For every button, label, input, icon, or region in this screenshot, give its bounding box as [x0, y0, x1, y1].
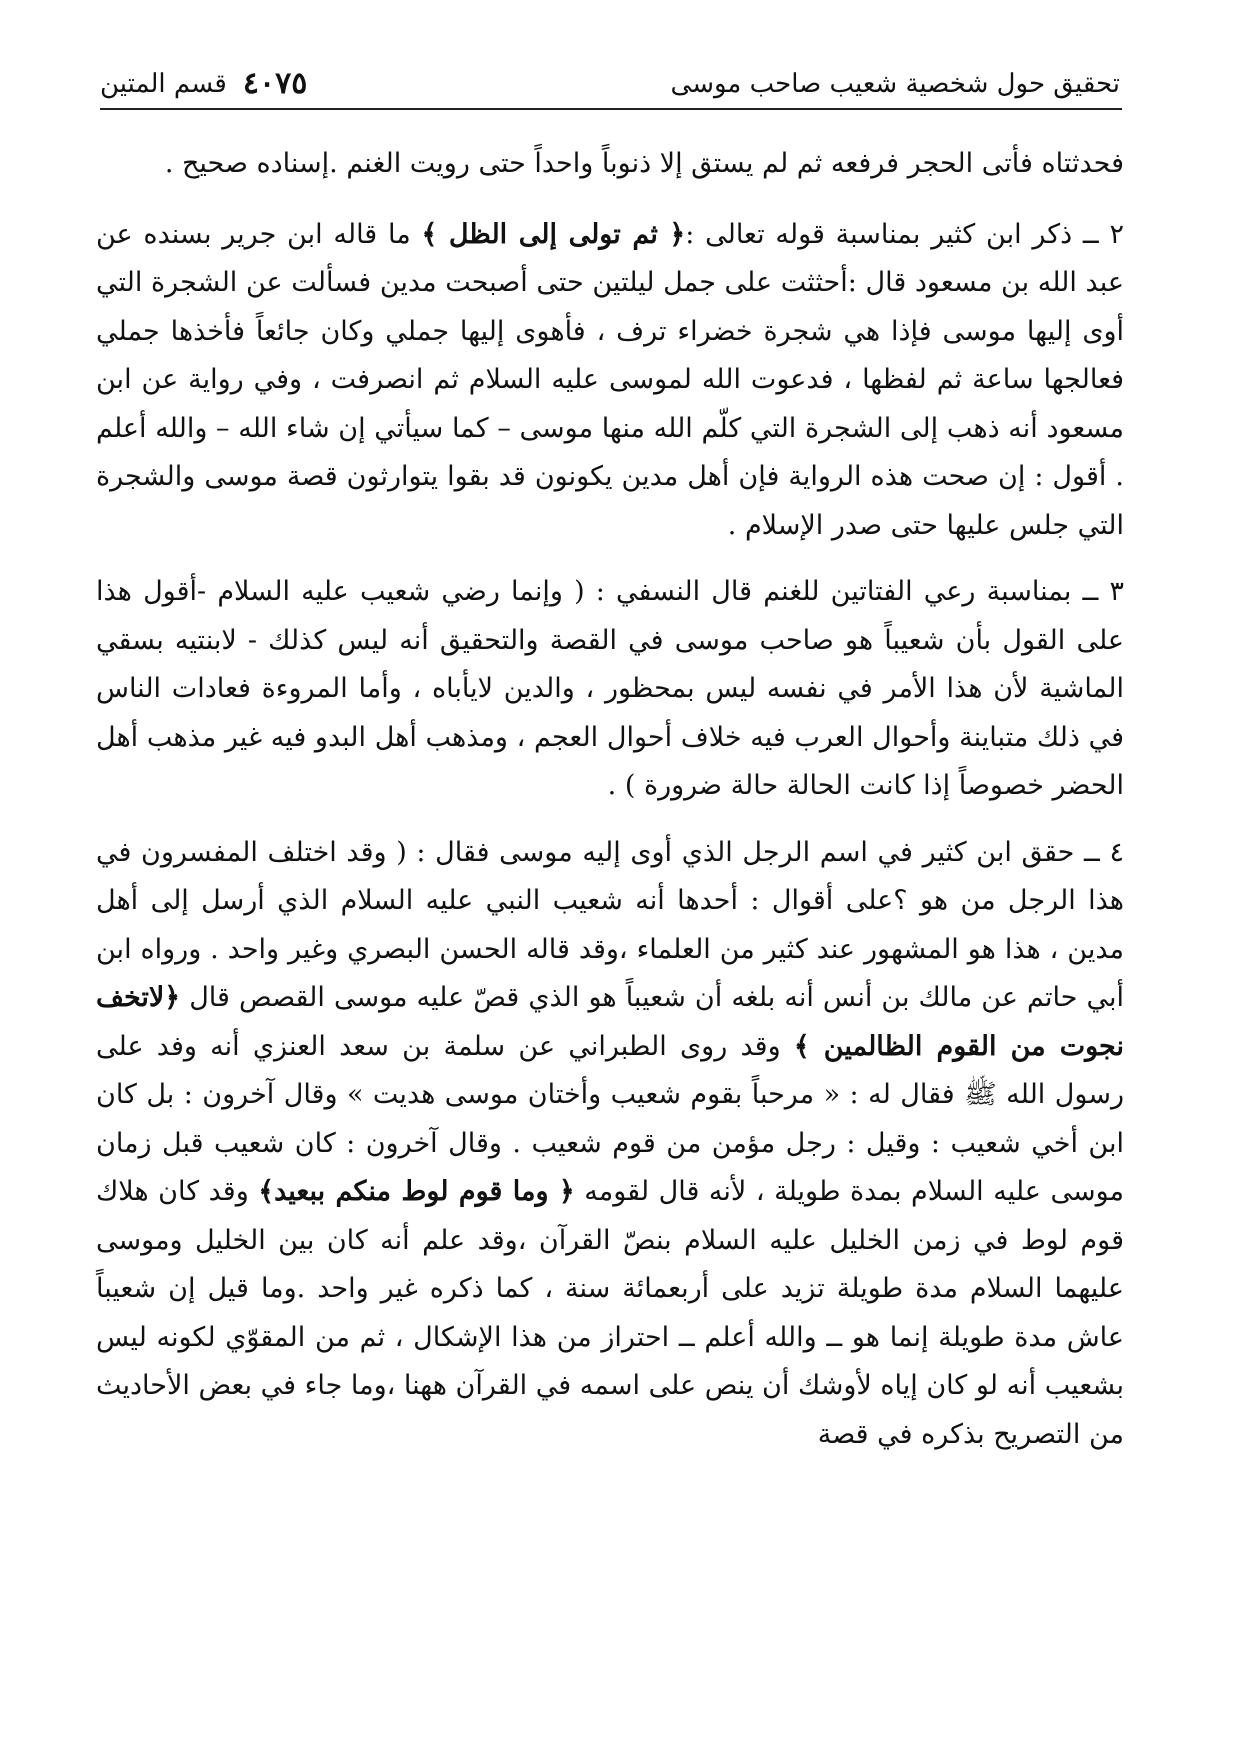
- paragraph-1-text: فحدثتاه فأتى الحجر فرفعه ثم لم يستق إلا ذنوباً واحداً حتى رويت الغنم .إسناده صحيح .: [164, 148, 1124, 179]
- paragraph-4-rest: وقد كان هلاك قوم لوط في زمن الخليل عليه السلام بنصّ القرآن ،وقد علم أنه كان بين الخليل وموسى عليهما السلام مدة طويلة تزيد على أربعمائة سنة ، كما ذكره غير واحد .وما قيل إن شعيباً عاش مدة طويلة إنما هو ــ والله أعلم ــ احتراز من هذا الإشكال ، ثم من المقوّي لكونه ليس بشعيب أنه لو كان إياه لأوشك أن ينص على اسمه في القرآن ههنا ،وما جاء في بعض الأحاديث من التصريح بذكره في قصة: [96, 1176, 1124, 1450]
- paragraph-4: [96, 829, 1124, 1460]
- page-number: ٤٠٧٥: [242, 66, 308, 101]
- paragraph-1: [96, 140, 1124, 189]
- paragraph-2-lead: ٢ ــ ذكر ابن كثير بمناسبة قوله تعالى :: [685, 218, 1124, 250]
- section-name: قسم المتين: [100, 69, 227, 99]
- paragraph-4-middle: وقد روى الطبراني عن سلمة بن سعد العنزي أنه وفد على رسول الله ﷺ فقال له : « مرحباً بقوم شعيب وأختان موسى هديت » وقال آخرون : بل كان ابن أخي شعيب : وقيل : رجل مؤمن من قوم شعيب . وقال آخرون : كان شعيب قبل زمان موسى عليه السلام بمدة طويلة ، لأنه قال لقومه: [96, 1030, 1124, 1207]
- quran-quote: ﴿ وما قوم لوط منكم ببعيد﴾: [258, 1176, 575, 1207]
- paragraph-2-rest: ما قاله ابن جرير بسنده عن عبد الله بن مسعود قال :أحثثت على جمل ليلتين حتى أصبحت مدين فسألت عن الشجرة التي أوى إليها موسى فإذا هي شجرة خضراء ترف ، فأهوى إليها جملي وكان جائعاً فأخذها جملي فعالجها ساعة ثم لفظها ، فدعوت الله لموسى عليه السلام ثم انصرفت ، وفي رواية عن ابن مسعود أنه ذهب إلى الشجرة التي كلّم الله منها موسى – كما سيأتي إن شاء الله – والله أعلم . أقول : إن صحت هذه الرواية فإن أهل مدين يكونون قد بقوا يتوارثون قصة موسى والشجرة التي جلس عليها حتى صدر الإسلام .: [96, 218, 1124, 541]
- running-title: تحقيق حول شخصية شعيب صاحب موسى: [670, 69, 1120, 99]
- page-header: [100, 58, 1120, 104]
- paragraph-3-text: ٣ ــ بمناسبة رعي الفتاتين للغنم قال النسفي : ( وإنما رضي شعيب عليه السلام -أقول هذا على القول بأن شعيباً هو صاحب موسى في القصة والتحقيق أنه ليس كذلك - لابنتيه بسقي الماشية لأن هذا الأمر في نفسه ليس بمحظور ، والدين لايأباه ، وأما المروءة فعادات الناس في ذلك متباينة وأحوال العرب فيه خلاف أحوال العجم ، ومذهب أهل البدو فيه غير مذهب أهل الحضر خصوصاً إذا كانت الحالة حالة ضرورة ) .: [96, 576, 1124, 801]
- quran-quote: ﴿لاتخف نجوت من القوم الظالمين ﴾: [96, 982, 1124, 1062]
- paragraph-3: [96, 568, 1124, 811]
- header-divider: [100, 108, 1122, 110]
- paragraph-4-lead: ٤ ــ حقق ابن كثير في اسم الرجل الذي أوى إليه موسى فقال : ( وقد اختلف المفسرون في هذا الرجل من هو ؟على أقوال : أحدها أنه شعيب النبي عليه السلام الذي أرسل إلى أهل مدين ، هذا هو المشهور عند كثير من العلماء ،وقد قاله الحسن البصري وغير واحد . ورواه ابن أبي حاتم عن مالك بن أنس أنه بلغه أن شعيباً هو الذي قصّ عليه موسى القصص قال: [96, 836, 1124, 1013]
- header-section-group: [100, 64, 307, 104]
- quran-quote: ﴿ ثم تولى إلى الظل ﴾: [421, 218, 686, 250]
- body-text: [96, 140, 1124, 1477]
- paragraph-2: [96, 211, 1124, 551]
